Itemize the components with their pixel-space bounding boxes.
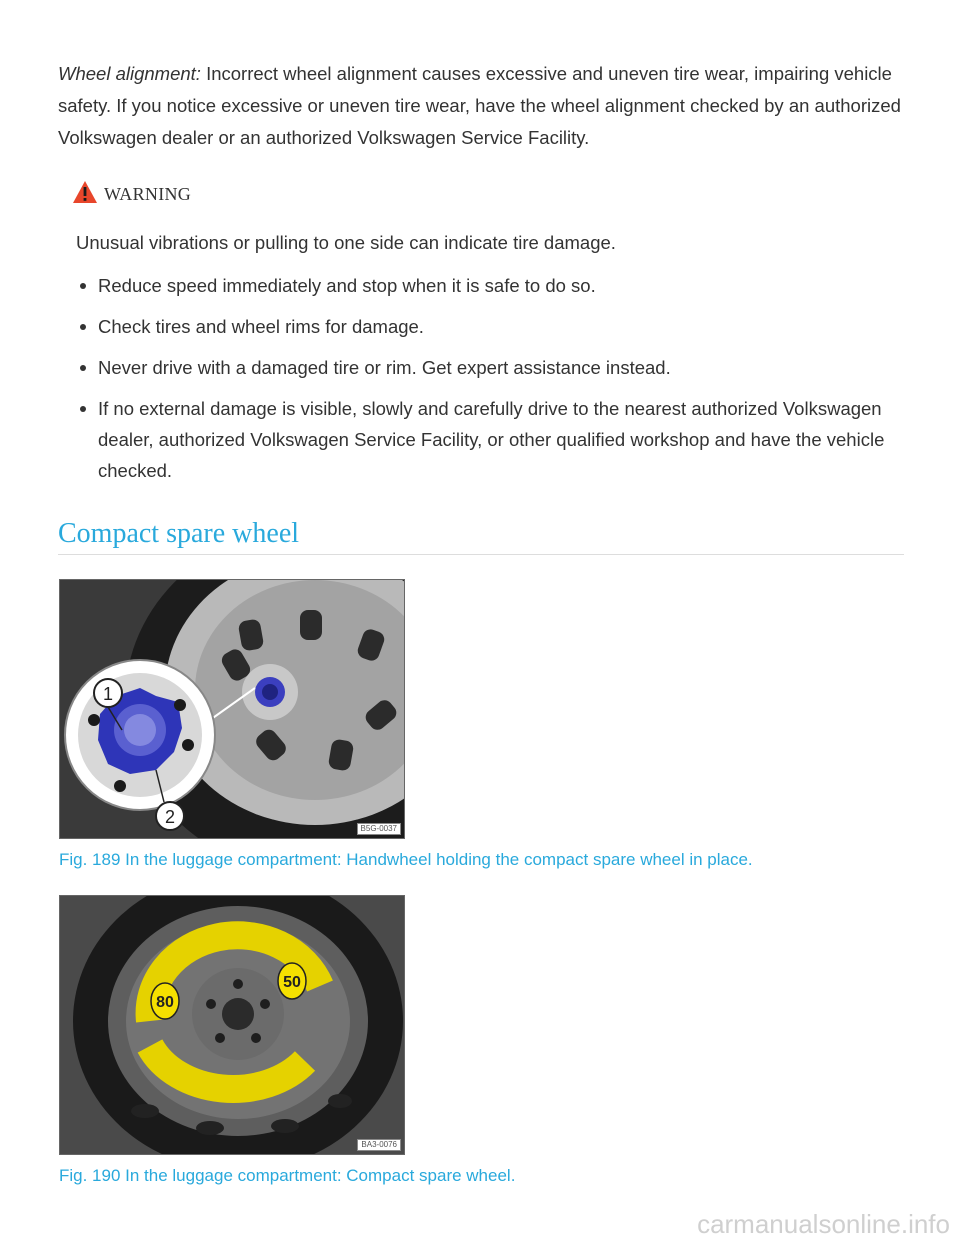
warning-header xyxy=(72,178,191,210)
paragraph-text: Incorrect wheel alignment causes excessive and uneven tire wear, impairing vehicle safety. If you notice excessive or uneven tire wear, have the wheel alignment checked by an authorized Volkswagen dealer or an authorized Volkswagen Service Facility. xyxy=(58,63,901,148)
figure-caption: Fig. 189 In the luggage compartment: Handwheel holding the compact spare wheel in place. xyxy=(59,850,753,869)
list-item: Never drive with a damaged tire or rim. Get expert assistance instead. xyxy=(76,352,896,383)
paragraph-lead: Wheel alignment: xyxy=(58,63,201,84)
figure-compact-spare-image xyxy=(59,895,405,1155)
figure-code: B5G-0037 xyxy=(357,823,401,835)
wheel-alignment-paragraph xyxy=(58,58,908,154)
warning-triangle-icon xyxy=(72,180,98,209)
list-item: Check tires and wheel rims for damage. xyxy=(76,311,896,342)
figure-caption: Fig. 190 In the luggage compartment: Compact spare wheel. xyxy=(59,1166,516,1185)
callout-1: 1 xyxy=(102,684,114,704)
list-item: Reduce speed immediately and stop when it is safe to do so. xyxy=(76,270,896,301)
label-50: 50 xyxy=(283,974,301,991)
callout-2: 2 xyxy=(164,807,176,827)
watermark-logo: carmanualsonline.info xyxy=(697,1209,950,1239)
list-item: If no external damage is visible, slowly and carefully drive to the nearest authorized Volkswagen dealer, authorized Volkswagen Service Facility, or other qualified workshop and have the vehicle checked. xyxy=(76,393,896,486)
figure-handwheel-image xyxy=(59,579,405,839)
warning-list xyxy=(76,270,896,486)
section-divider xyxy=(58,554,904,555)
warning-title: WARNING xyxy=(104,183,192,204)
section-title: Compact spare wheel xyxy=(58,518,300,549)
label-80: 80 xyxy=(156,994,174,1011)
figure-code: BA3-0076 xyxy=(357,1139,401,1151)
warning-intro: Unusual vibrations or pulling to one side can indicate tire damage. xyxy=(76,232,616,253)
